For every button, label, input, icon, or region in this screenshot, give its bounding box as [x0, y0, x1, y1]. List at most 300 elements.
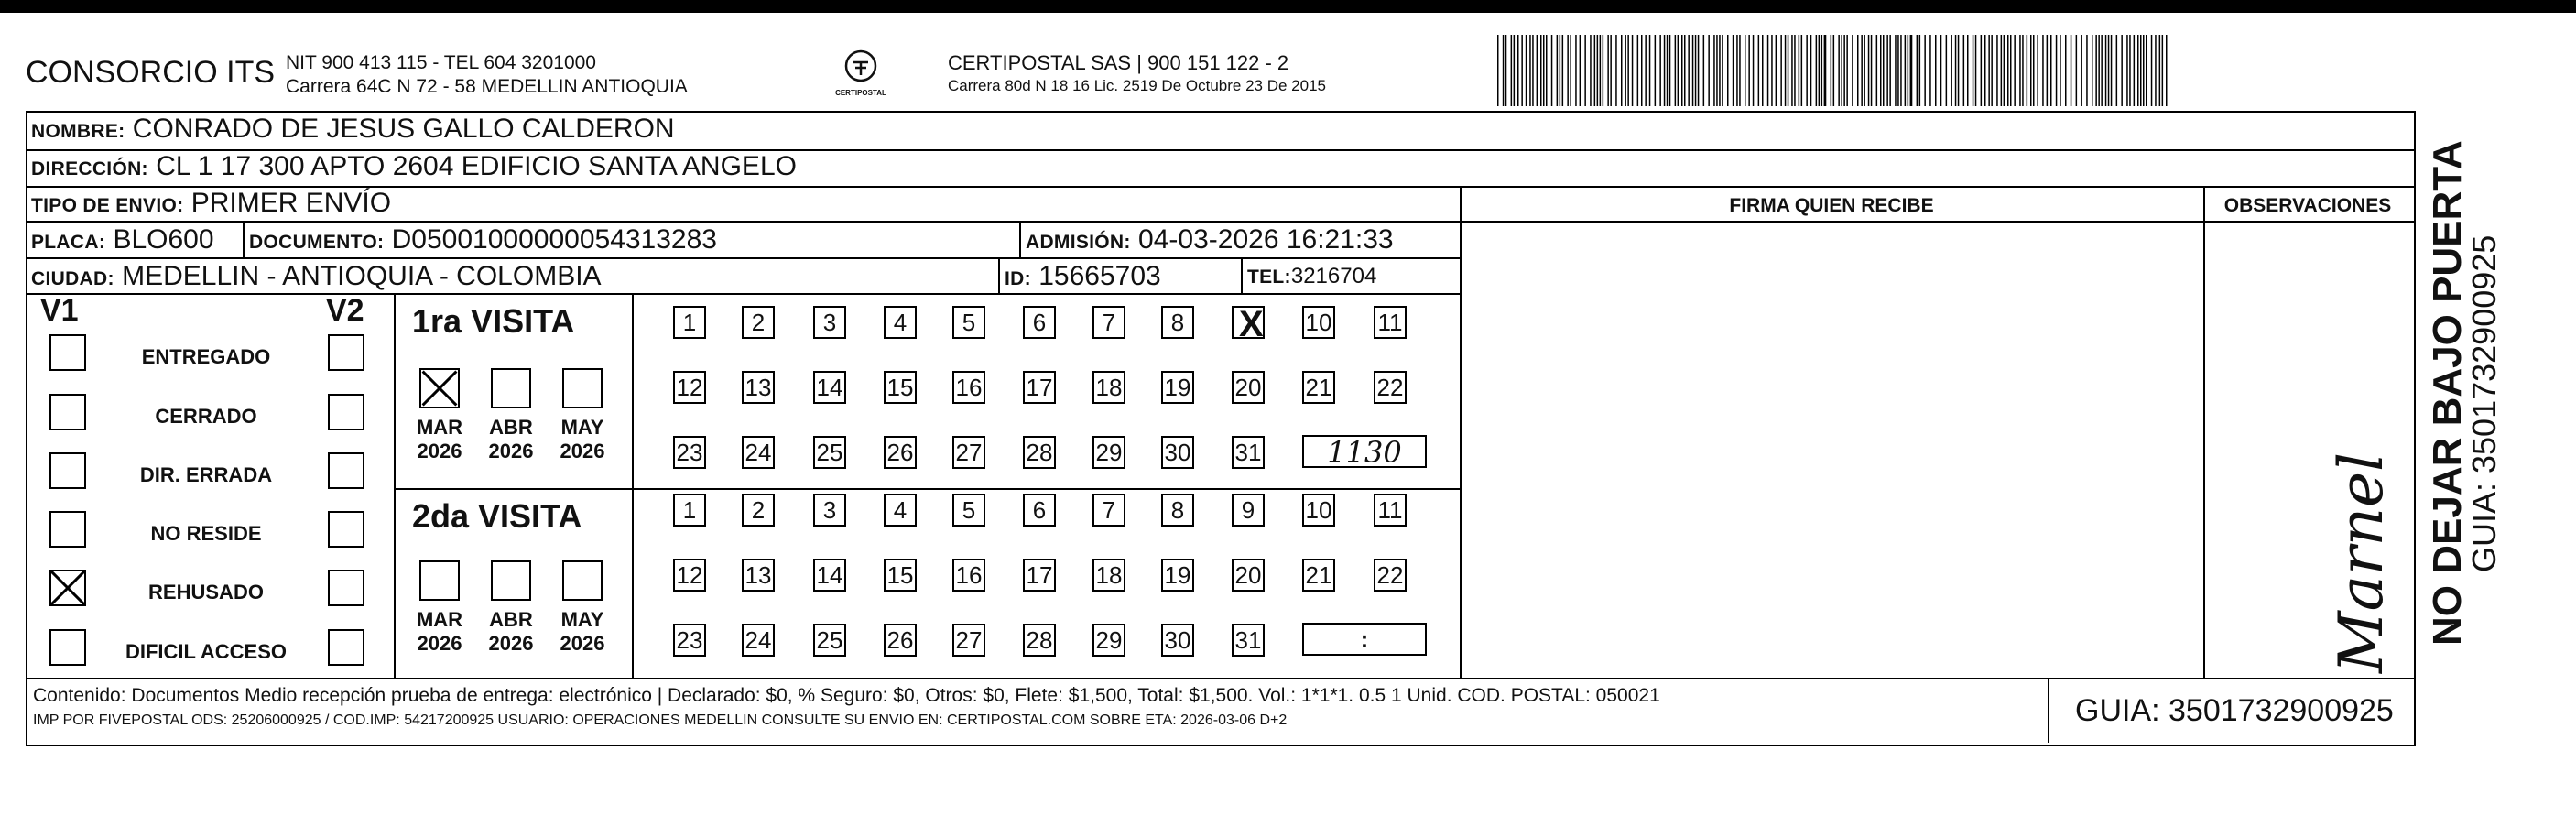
side-guia: GUIA: 3501732900925 [2465, 234, 2503, 572]
barcode-bar [1946, 35, 1948, 106]
barcode-bar [1667, 35, 1668, 106]
field-id: ID: 15665703 [1005, 261, 1161, 291]
barcode-bar [2042, 35, 2044, 106]
barcode-bar [1543, 35, 1545, 106]
barcode-bar [2159, 35, 2161, 106]
barcode-bar [2140, 35, 2142, 106]
status-v2-checkbox[interactable] [328, 394, 364, 430]
status-v2-checkbox[interactable] [328, 629, 364, 666]
field-ciudad: CIUDAD: MEDELLIN - ANTIOQUIA - COLOMBIA [31, 261, 602, 291]
visit1-day-box[interactable]: 7 [1092, 306, 1125, 339]
field-tel: TEL:3216704 [1247, 264, 1377, 288]
barcode-bar [1503, 35, 1505, 106]
certipostal-logo [833, 48, 888, 108]
barcode-bar [1529, 35, 1531, 106]
barcode-bar [2098, 35, 2100, 106]
barcode-bar [2019, 35, 2021, 106]
barcode-bar [1615, 35, 1617, 106]
barcode-bar [2022, 35, 2024, 106]
visit2-time-box: : [1302, 623, 1427, 656]
visit2-month-label [412, 608, 467, 656]
barcode-bar [1780, 35, 1782, 106]
barcode-bar [1864, 35, 1865, 106]
footer-imp: IMP POR FIVEPOSTAL ODS: 25206000925 / COD.IMP: 54217200925 USUARIO: OPERACIONES MEDELLIN CONSULTE SU ENVIO EN: CERTIPOSTAL.COM SOBRE ETA: 2026-03-06 D+2 [33, 712, 1288, 728]
company-info [286, 51, 688, 99]
month-name: MAR [416, 608, 463, 631]
barcode-bar [1883, 35, 1885, 106]
status-v1-checkbox[interactable] [49, 452, 86, 489]
visit2-day-box[interactable]: 15 [884, 559, 917, 592]
visit1-handwritten-time: 1130 [1327, 435, 1402, 470]
barcode-bar [1632, 35, 1634, 106]
company-address: Carrera 64C N 72 - 58 MEDELLIN ANTIOQUIA [286, 76, 688, 97]
visit2-day-box[interactable]: 20 [1232, 559, 1265, 592]
admision-value: 04-03-2026 16:21:33 [1138, 224, 1394, 255]
barcode-bar [1791, 35, 1793, 106]
status-label: NO RESIDE [150, 522, 262, 545]
barcode-bar [1810, 35, 1812, 106]
barcode-bar [2047, 35, 2049, 106]
barcode-bar [1857, 35, 1859, 106]
visit2-day-box[interactable]: 28 [1023, 624, 1056, 657]
courier-address: Carrera 80d N 18 16 Lic. 2519 De Octubre 23 De 2015 [948, 77, 1326, 94]
visit1-day-box[interactable]: 23 [673, 436, 706, 469]
barcode-bar [1924, 35, 1926, 106]
barcode-bar [1716, 35, 1718, 106]
barcode-bar [1886, 35, 1888, 106]
barcode-bar [1880, 35, 1882, 106]
visit1-month-checkbox[interactable] [562, 368, 603, 408]
barcode-bar [1935, 35, 1937, 106]
barcode-bar [2126, 35, 2128, 106]
barcode-bar [1584, 35, 1586, 106]
barcode-bar [2105, 35, 2107, 106]
visit1-day-box[interactable]: 13 [742, 371, 775, 404]
visit1-day-box[interactable]: 22 [1374, 371, 1407, 404]
status-label: DIR. ERRADA [139, 463, 273, 486]
visit1-day-box[interactable]: 6 [1023, 306, 1056, 339]
visit1-day-box[interactable]: 4 [884, 306, 917, 339]
barcode-bar [1560, 35, 1561, 106]
barcode-bar [2092, 35, 2093, 106]
barcode-bar [1771, 35, 1773, 106]
visit1-day-box[interactable]: 26 [884, 436, 917, 469]
field-placa: PLACA: BLO600 [31, 224, 214, 255]
visit2-day-box[interactable]: 2 [742, 494, 775, 527]
barcode-bar [1684, 35, 1686, 106]
barcode-bar [2071, 35, 2072, 106]
barcode-bar [1645, 35, 1647, 106]
visit2-month-label [484, 608, 538, 656]
barcode-bar [1540, 35, 1542, 106]
visit2-day-box[interactable]: 18 [1092, 559, 1125, 592]
barcode-bar [1713, 35, 1715, 106]
barcode-bar [1876, 35, 1878, 106]
barcode-bar [1655, 35, 1657, 106]
barcode-bar [1557, 35, 1559, 106]
barcode-bar [1852, 35, 1853, 106]
observaciones-column-header: OBSERVACIONES [2223, 195, 2392, 216]
visit2-day-box[interactable]: 17 [1023, 559, 1056, 592]
logo-text: CERTIPOSTAL [835, 89, 886, 97]
side-warning: NO DEJAR BAJO PUERTA [2425, 140, 2470, 646]
v1-header: V1 [40, 293, 79, 328]
barcode [1497, 35, 2170, 106]
visit2-day-box[interactable]: 31 [1232, 624, 1265, 657]
barcode-bar [1758, 35, 1760, 106]
barcode-bar [1610, 35, 1612, 106]
barcode-bar [2065, 35, 2067, 106]
barcode-bar [1505, 35, 1507, 106]
visit1-month-checkbox[interactable] [419, 368, 460, 408]
id-value: 15665703 [1038, 261, 1161, 291]
month-year: 2026 [488, 632, 534, 655]
status-v1-checkbox[interactable] [49, 511, 86, 548]
barcode-bar [1951, 35, 1952, 106]
field-documento: DOCUMENTO: D05001000000054313283 [249, 224, 717, 255]
barcode-bar [1973, 35, 1974, 106]
barcode-bar [1753, 35, 1755, 106]
company-nit-tel: NIT 900 413 115 - TEL 604 3201000 [286, 52, 596, 73]
barcode-bar [1551, 35, 1553, 106]
nombre-value: CONRADO DE JESUS GALLO CALDERON [132, 114, 675, 144]
barcode-bar [1664, 35, 1666, 106]
month-year: 2026 [488, 440, 534, 462]
barcode-bar [1841, 35, 1842, 106]
barcode-bar [2146, 35, 2147, 106]
barcode-bar [2121, 35, 2123, 106]
barcode-bar [1967, 35, 1969, 106]
barcode-bar [1607, 35, 1609, 106]
barcode-bar [2030, 35, 2032, 106]
visit2-day-box[interactable]: 3 [813, 494, 846, 527]
v2-header: V2 [326, 293, 364, 328]
visit1-day-box[interactable]: 2 [742, 306, 775, 339]
visit2-day-box[interactable]: 27 [952, 624, 985, 657]
barcode-bar [2001, 35, 2003, 106]
barcode-bar [2056, 35, 2058, 106]
visit1-time-box [1302, 435, 1427, 468]
barcode-bar [1975, 35, 1977, 106]
barcode-bar [1739, 35, 1741, 106]
barcode-bar [2033, 35, 2035, 106]
visit1-day-box[interactable]: 15 [884, 371, 917, 404]
month-name: ABR [489, 416, 533, 439]
visit2-day-box[interactable]: 21 [1302, 559, 1335, 592]
barcode-bar [2129, 35, 2131, 106]
barcode-bar [1788, 35, 1789, 106]
barcode-bar [1988, 35, 1990, 106]
barcode-bar [1785, 35, 1787, 106]
visit2-day-box[interactable]: 6 [1023, 494, 1056, 527]
visit2-day-box[interactable]: 4 [884, 494, 917, 527]
month-year: 2026 [417, 440, 462, 462]
barcode-bar [1511, 35, 1513, 106]
barcode-bar [1868, 35, 1870, 106]
barcode-bar [2116, 35, 2118, 106]
barcode-bar [1984, 35, 1986, 106]
visit1-day-box[interactable]: 30 [1161, 436, 1194, 469]
field-admision: ADMISIÓN: 04-03-2026 16:21:33 [1026, 224, 1394, 255]
barcode-bar [1597, 35, 1599, 106]
visit2-day-box[interactable]: 29 [1092, 624, 1125, 657]
visit1-day-box[interactable]: 28 [1023, 436, 1056, 469]
barcode-bar [1719, 35, 1721, 106]
visit2-day-box[interactable]: 12 [673, 559, 706, 592]
visit1-day-box[interactable]: 18 [1092, 371, 1125, 404]
barcode-bar [1675, 35, 1677, 106]
visit2-day-box[interactable]: 11 [1374, 494, 1407, 527]
barcode-bar [1833, 35, 1835, 106]
barcode-bar [1843, 35, 1845, 106]
visit1-day-box[interactable]: 17 [1023, 371, 1056, 404]
logo-icon [842, 48, 879, 84]
visit1-day-box[interactable]: 3 [813, 306, 846, 339]
barcode-bar [1659, 35, 1661, 106]
placa-value: BLO600 [113, 224, 214, 255]
visit1-day-box[interactable]: 21 [1302, 371, 1335, 404]
barcode-bar [1821, 35, 1823, 106]
barcode-bar [1669, 35, 1671, 106]
visit2-day-box[interactable]: 16 [952, 559, 985, 592]
tipo-envio-value: PRIMER ENVÍO [190, 188, 392, 218]
visit1-day-box[interactable]: X [1232, 306, 1265, 339]
visit2-day-box[interactable]: 23 [673, 624, 706, 657]
visit1-day-box[interactable]: 29 [1092, 436, 1125, 469]
barcode-bar [2108, 35, 2110, 106]
firma-column-header: FIRMA QUIEN RECIBE [1729, 195, 1934, 216]
barcode-bar [2076, 35, 2078, 106]
barcode-bar [1929, 35, 1931, 106]
barcode-bar [1546, 35, 1548, 106]
documento-value: D05001000000054313283 [391, 224, 717, 255]
footer-contenido: Contenido: Documentos Medio recepción prueba de entrega: electrónico | Declarado: $0, % Seguro: $0, Otros: $0, Flete: $1,500, Total: $1,500. Vol.: 1*1*1. 0.5 1 Unid. COD. POSTAL: 050021 [33, 685, 1660, 706]
visit1-day-box[interactable]: 16 [952, 371, 985, 404]
barcode-bar [1649, 35, 1651, 106]
status-label: DIFICIL ACCESO [125, 640, 287, 663]
barcode-bar [1871, 35, 1873, 106]
field-direccion: DIRECCIÓN: CL 1 17 300 APTO 2604 EDIFICIO SANTA ANGELO [31, 151, 797, 181]
barcode-bar [1981, 35, 1983, 106]
barcode-bar [1748, 35, 1750, 106]
visit1-month-label [484, 416, 538, 463]
barcode-bar [1889, 35, 1891, 106]
barcode-bar [1767, 35, 1769, 106]
barcode-bar [1637, 35, 1639, 106]
barcode-bar [1526, 35, 1527, 106]
footer-guia: GUIA: 3501732900925 [2075, 693, 2394, 728]
barcode-bar [1580, 35, 1581, 106]
visit2-month-checkbox[interactable] [491, 560, 531, 601]
visit1-day-box[interactable]: 14 [813, 371, 846, 404]
barcode-bar [1745, 35, 1746, 106]
visit2-day-box[interactable]: 9 [1232, 494, 1265, 527]
barcode-bar [1681, 35, 1683, 106]
barcode-bar [1816, 35, 1818, 106]
visit2-day-box[interactable]: 8 [1161, 494, 1194, 527]
ciudad-value: MEDELLIN - ANTIOQUIA - COLOMBIA [122, 261, 602, 291]
barcode-bar [2166, 35, 2168, 106]
status-v1-checkbox[interactable] [49, 334, 86, 371]
visit1-day-box[interactable]: 5 [952, 306, 985, 339]
barcode-bar [1594, 35, 1596, 106]
barcode-bar [1590, 35, 1592, 106]
barcode-bar [1819, 35, 1821, 106]
barcode-bar [2014, 35, 2016, 106]
visit2-day-box[interactable]: 1 [673, 494, 706, 527]
barcode-bar [1567, 35, 1569, 106]
barcode-bar [2137, 35, 2139, 106]
barcode-bar [1688, 35, 1690, 106]
company-name: CONSORCIO ITS [26, 55, 276, 90]
visit2-day-box[interactable]: 7 [1092, 494, 1125, 527]
barcode-bar [1600, 35, 1602, 106]
barcode-bar [1692, 35, 1694, 106]
barcode-bar [1641, 35, 1643, 106]
barcode-bar [1733, 35, 1734, 106]
visit2-day-box[interactable]: 22 [1374, 559, 1407, 592]
visit1-month-label [555, 416, 610, 463]
status-v2-checkbox[interactable] [328, 452, 364, 489]
visit2-day-box[interactable]: 10 [1302, 494, 1335, 527]
visit1-day-box[interactable]: 20 [1232, 371, 1265, 404]
barcode-bar [1824, 35, 1827, 106]
month-name: ABR [489, 608, 533, 631]
status-v1-checkbox[interactable] [49, 394, 86, 430]
barcode-bar [1908, 35, 1909, 106]
barcode-bar [1776, 35, 1777, 106]
status-v2-checkbox[interactable] [328, 511, 364, 548]
visit2-day-box[interactable]: 24 [742, 624, 775, 657]
barcode-bar [1917, 35, 1918, 106]
field-tipo-envio: TIPO DE ENVIO: PRIMER ENVÍO [31, 188, 392, 218]
direccion-value: CL 1 17 300 APTO 2604 EDIFICIO SANTA ANGELO [156, 151, 797, 181]
barcode-bar [2151, 35, 2153, 106]
visit2-day-box[interactable]: 25 [813, 624, 846, 657]
status-label: ENTREGADO [141, 345, 271, 368]
barcode-bar [1846, 35, 1848, 106]
visit2-day-box[interactable]: 19 [1161, 559, 1194, 592]
barcode-bar [1570, 35, 1571, 106]
barcode-bar [2134, 35, 2136, 106]
visit1-day-box[interactable]: 8 [1161, 306, 1194, 339]
visit2-month-checkbox[interactable] [419, 560, 460, 601]
barcode-bar [1801, 35, 1803, 106]
barcode-bar [2111, 35, 2113, 106]
barcode-bar [2155, 35, 2157, 106]
barcode-bar [1996, 35, 1998, 106]
visit2-month-checkbox[interactable] [562, 560, 603, 601]
barcode-bar [2027, 35, 2028, 106]
visit2-day-box[interactable]: 30 [1161, 624, 1194, 657]
status-v1-checkbox[interactable] [49, 629, 86, 666]
barcode-bar [1991, 35, 1993, 106]
visit1-day-box[interactable]: 25 [813, 436, 846, 469]
barcode-bar [1621, 35, 1623, 106]
barcode-bar [1897, 35, 1899, 106]
visit2-month-label [555, 608, 610, 656]
month-name: MAY [560, 608, 604, 631]
visit2-title: 2da VISITA [412, 497, 582, 535]
barcode-bar [1910, 35, 1913, 106]
visit1-day-box[interactable]: 1 [673, 306, 706, 339]
top-black-bar [0, 0, 2576, 13]
barcode-bar [1537, 35, 1538, 106]
barcode-bar [1794, 35, 1796, 106]
visit2-day-box[interactable]: 14 [813, 559, 846, 592]
barcode-bar [1698, 35, 1700, 106]
barcode-bar [1562, 35, 1564, 106]
barcode-bar [1695, 35, 1697, 106]
barcode-bar [2101, 35, 2103, 106]
visit2-day-box[interactable]: 5 [952, 494, 985, 527]
barcode-bar [1703, 35, 1705, 106]
visit2-day-box[interactable]: 26 [884, 624, 917, 657]
courier-name: CERTIPOSTAL SAS | 900 151 122 - 2 [948, 51, 1289, 74]
barcode-bar [1736, 35, 1738, 106]
status-v2-checkbox[interactable] [328, 334, 364, 371]
status-label: REHUSADO [148, 581, 264, 603]
visit1-day-box[interactable]: 11 [1374, 306, 1407, 339]
barcode-bar [2162, 35, 2164, 106]
barcode-bar [1517, 35, 1519, 106]
status-label: CERRADO [155, 405, 257, 428]
barcode-bar [1514, 35, 1516, 106]
barcode-bar [2007, 35, 2009, 106]
barcode-bar [2010, 35, 2012, 106]
visit1-day-box[interactable]: 24 [742, 436, 775, 469]
month-name: MAR [416, 416, 463, 439]
barcode-bar [2095, 35, 2097, 106]
visit1-day-box[interactable]: 10 [1302, 306, 1335, 339]
visit1-day-box[interactable]: 19 [1161, 371, 1194, 404]
barcode-bar [1497, 35, 1499, 106]
month-year: 2026 [560, 632, 605, 655]
barcode-bar [1958, 35, 1960, 106]
barcode-bar [1963, 35, 1965, 106]
visit1-day-box[interactable]: 31 [1232, 436, 1265, 469]
visit1-title: 1ra VISITA [412, 302, 575, 340]
barcode-bar [1603, 35, 1604, 106]
tel-value: 3216704 [1290, 264, 1377, 288]
barcode-bar [1627, 35, 1629, 106]
visit1-day-box[interactable]: 27 [952, 436, 985, 469]
status-v2-checkbox[interactable] [328, 570, 364, 606]
visit1-month-checkbox[interactable] [491, 368, 531, 408]
barcode-bar [2037, 35, 2038, 106]
barcode-bar [1799, 35, 1800, 106]
barcode-bar [2143, 35, 2145, 106]
barcode-bar [1532, 35, 1534, 106]
barcode-bar [2050, 35, 2052, 106]
barcode-bar [1708, 35, 1710, 106]
visit2-day-box[interactable]: 13 [742, 559, 775, 592]
status-v1-checkbox[interactable] [49, 570, 86, 606]
barcode-bar [1722, 35, 1723, 106]
barcode-bar [1678, 35, 1679, 106]
barcode-bar [1806, 35, 1808, 106]
barcode-bar [1521, 35, 1523, 106]
barcode-bar [1895, 35, 1897, 106]
barcode-bar [1905, 35, 1907, 106]
barcode-bar [1861, 35, 1863, 106]
month-year: 2026 [417, 632, 462, 655]
barcode-bar [1727, 35, 1729, 106]
barcode-bar [1919, 35, 1921, 106]
barcode-bar [1575, 35, 1577, 106]
visit1-day-box[interactable]: 12 [673, 371, 706, 404]
field-nombre: NOMBRE: CONRADO DE JESUS GALLO CALDERON [31, 114, 675, 144]
